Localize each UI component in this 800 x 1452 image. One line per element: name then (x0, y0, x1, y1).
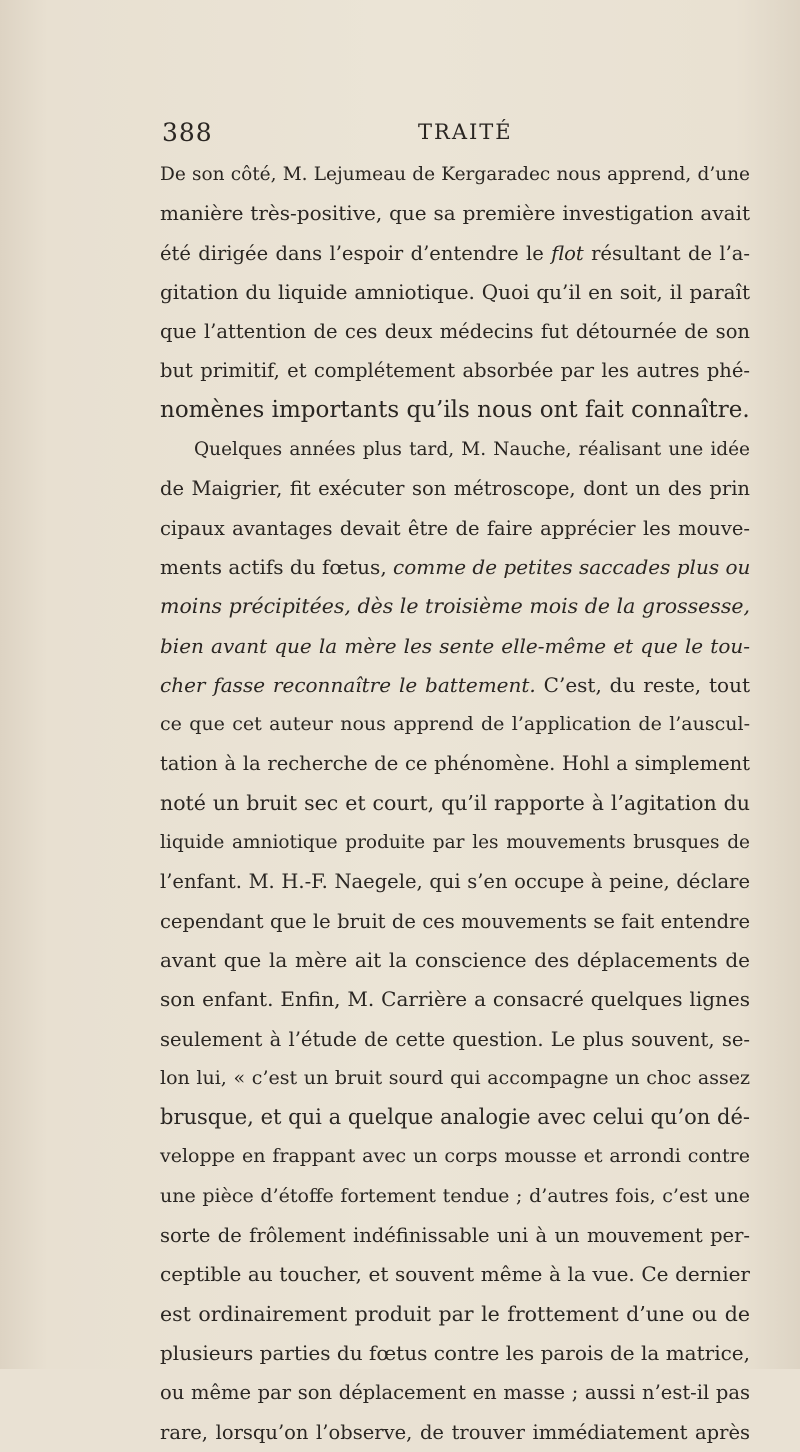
text-line: brusque, et qui a quelque analogie avec celui qu’on dé- (160, 1105, 750, 1130)
text-line: veloppe en frappant avec un corps mousse et arrondi contre (160, 1145, 750, 1168)
text-line: but primitif, et complétement absorbée par les autres phé- (160, 359, 750, 383)
italic-segment: moins précipitées, dès le troisième mois de la grossesse, (160, 594, 750, 619)
text-line: nomènes importants qu’ils nous ont fait connaître. (160, 396, 750, 423)
running-head: TRAITÉ (418, 120, 513, 144)
page-header (0, 118, 800, 154)
text-line: avant que la mère ait la conscience des déplacements de (160, 947, 750, 972)
text-line: De son côté, M. Lejumeau de Kergaradec nous apprend, d’une (160, 164, 750, 185)
text-segment: été dirigée dans l’espoir d’entendre le (160, 241, 552, 265)
text-line: ou même par son déplacement en masse ; aussi n’est-il pas (160, 1381, 750, 1405)
text-line: de Maigrier, fit exécuter son métroscope, dont un des prin (160, 477, 750, 501)
italic-segment: bien avant que la mère les sente elle-même et que le tou- (160, 633, 750, 658)
text-line: que l’attention de ces deux médecins fut détournée de son (160, 320, 750, 344)
text-line: seulement à l’étude de cette question. Le plus souvent, se- (160, 1027, 750, 1051)
text-line: cipaux avantages devait être de faire apprécier les mouve- (160, 516, 750, 540)
text-line: liquide amniotique produite par les mouvements brusques de (160, 832, 750, 854)
text-line: rare, lorsqu’on l’observe, de trouver immédiatement après (160, 1420, 750, 1444)
body-text (160, 155, 750, 1452)
text-line: plusieurs parties du fœtus contre les parois de la matrice, (160, 1340, 750, 1365)
italic-segment: cher fasse reconnaître le battement. (160, 672, 536, 697)
page-number: 388 (162, 118, 213, 147)
text-line: cependant que le bruit de ces mouvements se fait entendre (160, 909, 750, 933)
text-line (160, 234, 750, 273)
italic-segment: flot (551, 241, 584, 265)
text-line: l’enfant. M. H.-F. Naegele, qui s’en occupe à peine, déclare (160, 870, 750, 894)
text-line (160, 587, 750, 626)
text-segment: C’est, du reste, tout (535, 672, 751, 697)
text-line: est ordinairement produit par le frottement d’une ou de (160, 1301, 750, 1326)
text-line: ce que cet auteur nous apprend de l’application de l’auscul- (160, 713, 750, 736)
text-line: Quelques années plus tard, M. Nauche, réalisant une idée (194, 439, 750, 461)
text-line: sorte de frôlement indéfinissable uni à un mouvement per- (160, 1224, 750, 1248)
text-line (160, 627, 750, 666)
text-segment: résultant de l’a- (583, 241, 750, 265)
text-line: noté un bruit sec et court, qu’il rapporte à l’agitation du (160, 790, 750, 815)
text-line: une pièce d’étoffe fortement tendue ; d’autres fois, c’est une (160, 1184, 750, 1207)
text-line: lon lui, « c’est un bruit sourd qui accompagne un choc assez (160, 1066, 750, 1089)
text-line: manière très-positive, que sa première investigation avait (160, 201, 750, 226)
text-line (160, 666, 750, 705)
text-line: son enfant. Enfin, M. Carrière a consacré quelques lignes (160, 987, 750, 1012)
text-line (160, 548, 750, 587)
text-line: gitation du liquide amniotique. Quoi qu’il en soit, il paraît (160, 279, 750, 304)
text-line: tation à la recherche de ce phénomène. Hohl a simplement (160, 752, 750, 776)
text-segment: ments actifs du fœtus, (160, 554, 394, 579)
text-line: ceptible au toucher, et souvent même à la vue. Ce dernier (160, 1262, 750, 1287)
italic-segment: comme de petites saccades plus ou (393, 554, 751, 579)
